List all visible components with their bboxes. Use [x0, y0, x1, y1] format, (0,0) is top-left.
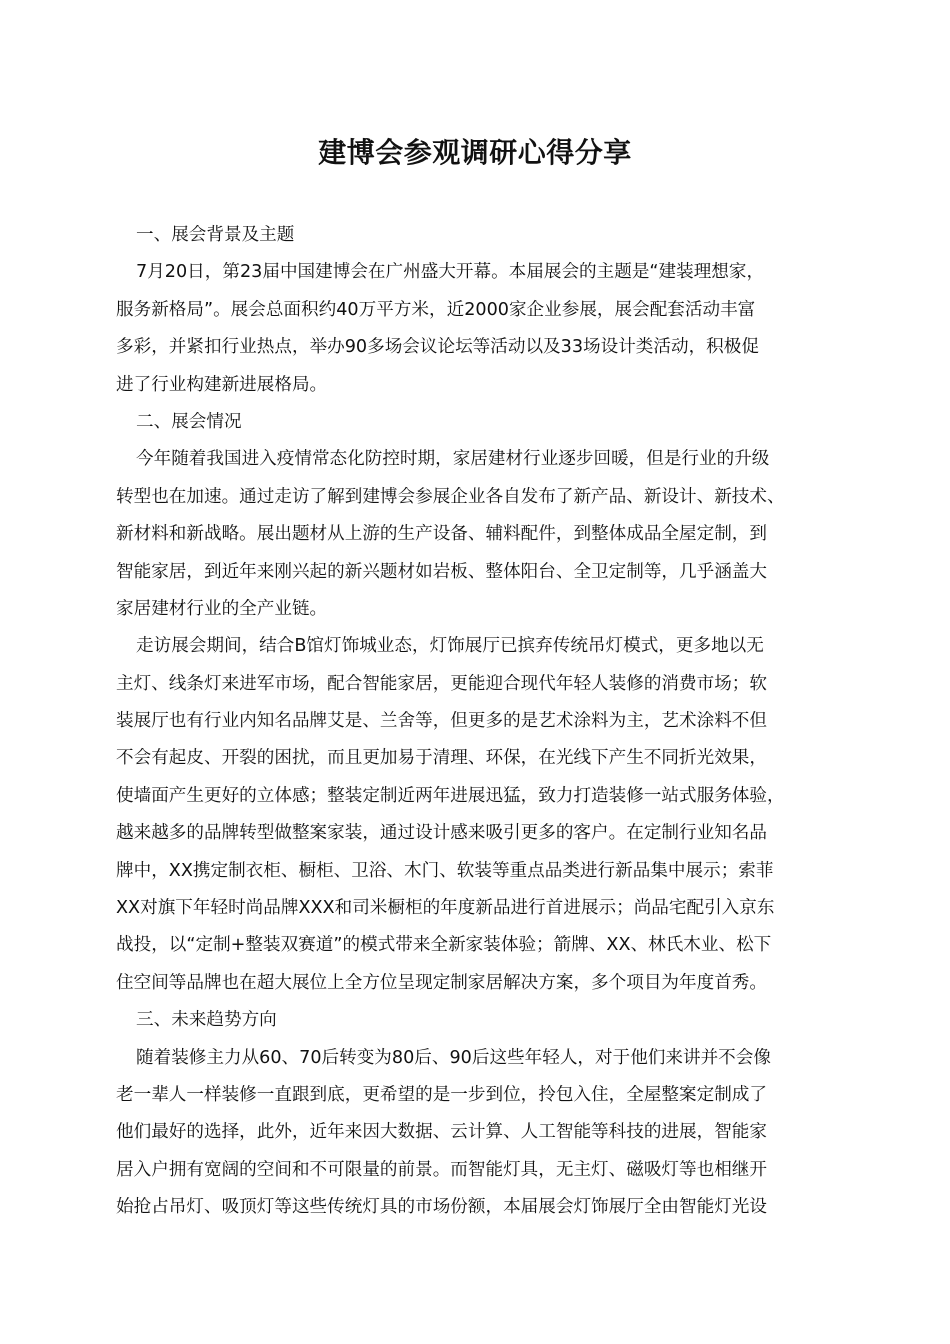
text-line: 随着装修主力从60、70后转变为80后、90后这些年轻人，对于他们来讲并不会像 [136, 1047, 771, 1068]
text-line: 装展厅也有行业内知名品牌艾是、兰舍等，但更多的是艺术涂料为主，艺术涂料不但 [116, 711, 767, 732]
text-line: 进了行业构建新进展格局。 [116, 374, 328, 395]
text-line: 居入户拥有宽阔的空间和不可限量的前景。而智能灯具，无主灯、磁吸灯等也相继开 [116, 1159, 767, 1180]
text-line: 主灯、线条灯来进军市场，配合智能家居，更能迎合现代年轻人装修的消费市场；软 [116, 673, 767, 694]
text-line: 多彩，并紧扣行业热点，举办90多场会议论坛等活动以及33场设计类活动，积极促 [116, 337, 759, 358]
text-line: 一、展会背景及主题 [136, 225, 295, 245]
text-line: 今年随着我国进入疫情常态化防控时期，家居建材行业逐步回暖，但是行业的升级 [136, 449, 770, 470]
text-line: 越来越多的品牌转型做整案家装，通过设计感来吸引更多的客户。在定制行业知名品 [116, 823, 767, 844]
text-line: 他们最好的选择，此外，近年来因大数据、云计算、人工智能等科技的进展，智能家 [116, 1122, 767, 1143]
text-line: 转型也在加速。通过走访了解到建博会参展企业各自发布了新产品、新设计、新技术、 [116, 486, 785, 507]
document-title: 建博会参观调研心得分享 [318, 136, 632, 169]
text-line: 三、未来趋势方向 [136, 1010, 277, 1031]
text-line: 始抢占吊灯、吸顶灯等这些传统灯具的市场份额，本届展会灯饰展厅全由智能灯光设 [116, 1197, 767, 1218]
text-line: 不会有起皮、开裂的困扰，而且更加易于清理、环保，在光线下产生不同折光效果， [116, 748, 767, 769]
text-line: 家居建材行业的全产业链。 [116, 598, 328, 619]
text-line: 牌中，XX携定制衣柜、橱柜、卫浴、木门、软装等重点品类进行新品集中展示；索菲 [116, 860, 774, 881]
text-line: 老一辈人一样装修一直跟到底，更希望的是一步到位，拎包入住，全屋整案定制成了 [116, 1084, 767, 1105]
text-line: 战投，以“定制+整装双赛道”的模式带来全新家装体验；箭牌、XX、林氏木业、松下 [116, 935, 772, 956]
text-line: 住空间等品牌也在超大展位上全方位呈现定制家居解决方案，多个项目为年度首秀。 [116, 972, 767, 993]
document-body [116, 217, 834, 1227]
text-line: 使墙面产生更好的立体感；整装定制近两年进展迅猛，致力打造装修一站式服务体验， [116, 785, 785, 806]
text-line: 二、展会情况 [136, 411, 242, 432]
text-line: 走访展会期间，结合B馆灯饰城业态，灯饰展厅已摈弃传统吊灯模式，更多地以无 [136, 636, 764, 657]
text-line: 7月20日，第23届中国建博会在广州盛大开幕。本届展会的主题是“建装理想家， [136, 262, 765, 283]
text-line: 新材料和新战略。展出题材从上游的生产设备、辅料配件，到整体成品全屋定制，到 [116, 524, 767, 545]
text-line: 服务新格局”。展会总面积约40万平方米，近2000家企业参展，展会配套活动丰富 [116, 299, 756, 320]
text-line: XX对旗下年轻时尚品牌XXX和司米橱柜的年度新品进行首进展示；尚品宅配引入京东 [116, 898, 775, 919]
text-line: 智能家居，到近年来刚兴起的新兴题材如岩板、整体阳台、全卫定制等，几乎涵盖大 [116, 561, 767, 582]
